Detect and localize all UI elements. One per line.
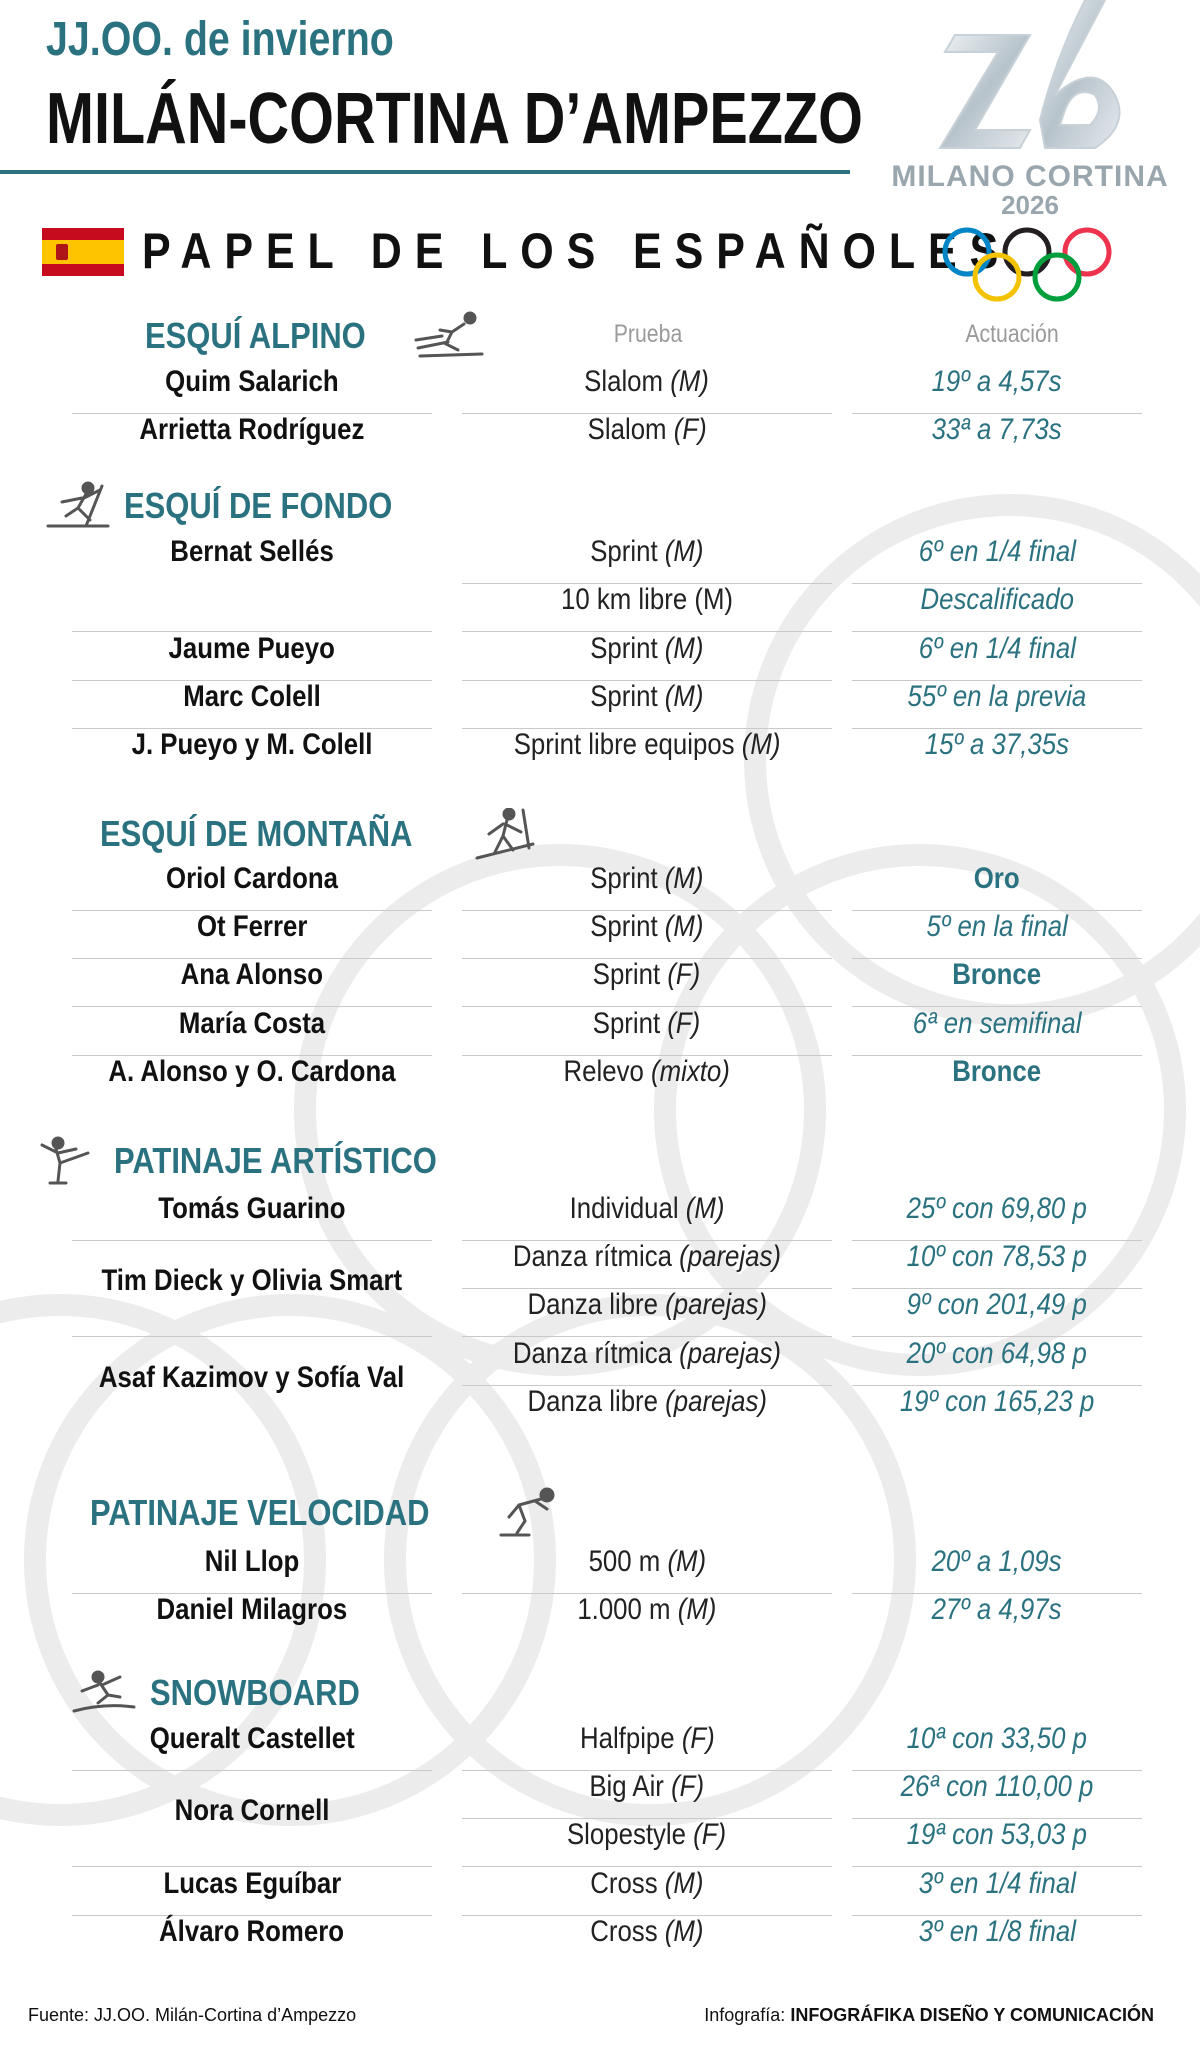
sport-heading [100, 808, 545, 860]
athlete-name: Queralt Castellet [149, 1722, 355, 1755]
sport-title: ESQUÍ ALPINO [145, 315, 366, 356]
event-name: Cross (M) [590, 1915, 704, 1948]
result-value: 6º en 1/4 final [918, 535, 1076, 568]
event-name: Sprint (M) [590, 680, 704, 713]
event-name: Halfpipe (F) [579, 1722, 715, 1755]
result-row [0, 1007, 1200, 1055]
athlete-name: Ot Ferrer [196, 910, 308, 943]
event-name: Cross (M) [590, 1867, 704, 1900]
result-row [0, 1337, 1200, 1394]
event-name: Danza rítmica (parejas) [512, 1337, 782, 1370]
athlete-name: María Costa [178, 1007, 326, 1040]
athlete-name: Quim Salarich [165, 365, 339, 398]
header-subtitle: JJ.OO. de invierno [46, 13, 394, 66]
athlete-name: Ana Alonso [180, 958, 324, 991]
event-name: Sprint (M) [590, 632, 704, 665]
cross-country-skier-icon [42, 480, 114, 532]
logo-year: 2026 [1001, 190, 1059, 220]
event-name: Danza rítmica (parejas) [512, 1240, 782, 1273]
sport-title: PATINAJE VELOCIDAD [90, 1492, 430, 1533]
event-name: Big Air (F) [589, 1770, 705, 1803]
result-value: 33ª a 7,73s [931, 413, 1063, 446]
result-value: 6ª en semifinal [912, 1007, 1082, 1040]
column-header-result: Actuación [965, 320, 1059, 348]
result-row [0, 1055, 1200, 1103]
result-row [0, 1915, 1200, 1963]
header-divider [0, 170, 850, 174]
athlete-name: J. Pueyo y M. Colell [131, 728, 373, 761]
event-name: Sprint (M) [590, 910, 704, 943]
athlete-name [72, 583, 432, 631]
result-value: 26ª con 110,00 p [900, 1770, 1094, 1803]
event-name: 1.000 m (M) [577, 1593, 717, 1626]
result-row [0, 1288, 1200, 1336]
event-name: 500 m (M) [588, 1545, 706, 1578]
athlete-name: Daniel Milagros [156, 1593, 348, 1626]
sport-heading [32, 1135, 489, 1187]
result-row [0, 583, 1200, 631]
result-value: 55º en la previa [907, 680, 1087, 713]
athlete-name [72, 1288, 432, 1336]
result-row [0, 1240, 1200, 1297]
logo-wordmark: MILANO CORTINA [891, 160, 1169, 193]
result-row [0, 535, 1200, 583]
athlete-name: Arrietta Rodríguez [139, 413, 365, 446]
result-row [0, 910, 1200, 958]
sport-heading [90, 1487, 567, 1539]
athlete-name [72, 1818, 432, 1866]
result-value: 15º a 37,35s [924, 728, 1070, 761]
result-row [0, 365, 1200, 413]
event-name: Sprint libre equipos (M) [513, 728, 781, 761]
event-name: Slalom (F) [587, 413, 707, 446]
medal-result: Bronce [952, 1055, 1042, 1088]
result-row [0, 1593, 1200, 1641]
athlete-name: A. Alonso y O. Cardona [108, 1055, 396, 1088]
spain-flag-icon [42, 228, 124, 276]
ski-mountaineer-icon [473, 808, 545, 860]
result-row [0, 413, 1200, 461]
result-value: 3º en 1/4 final [918, 1867, 1076, 1900]
result-row [0, 680, 1200, 728]
footer-source: Fuente: JJ.OO. Milán-Cortina d’Ampezzo [28, 2005, 357, 2025]
result-value: 19º a 4,57s [932, 365, 1062, 398]
sport-title: PATINAJE ARTÍSTICO [114, 1140, 437, 1181]
result-value: 20º con 64,98 p [906, 1337, 1088, 1370]
result-value: 19ª con 53,03 p [906, 1818, 1088, 1851]
athlete-name: Tim Dieck y Olivia Smart [101, 1264, 403, 1297]
event-name: Relevo (mixto) [563, 1055, 731, 1088]
event-name: Individual (M) [569, 1192, 725, 1225]
result-value: 5º en la final [926, 910, 1068, 943]
athlete-name: Marc Colell [183, 680, 321, 713]
event-name: Slopestyle (F) [567, 1818, 727, 1851]
result-value: 25º con 69,80 p [906, 1192, 1088, 1225]
athlete-name: Nil Llop [204, 1545, 300, 1578]
athlete-name: Tomás Guarino [158, 1192, 346, 1225]
sport-title: SNOWBOARD [150, 1672, 360, 1713]
athlete-name: Oriol Cardona [165, 862, 339, 895]
result-row [0, 1818, 1200, 1866]
sport-heading [68, 1667, 394, 1719]
event-name: Sprint (F) [593, 1007, 701, 1040]
result-row [0, 728, 1200, 776]
athlete-name: Asaf Kazimov y Sofía Val [99, 1361, 405, 1394]
result-row [0, 1722, 1200, 1770]
sport-heading [145, 310, 484, 362]
result-row [0, 1867, 1200, 1915]
result-value: 20º a 1,09s [932, 1545, 1062, 1578]
sport-heading [42, 480, 436, 532]
result-row [0, 1192, 1200, 1240]
result-row [0, 1385, 1200, 1433]
athlete-name: Lucas Eguíbar [163, 1867, 341, 1900]
athlete-name [72, 1385, 432, 1433]
result-row [0, 632, 1200, 680]
medal-result: Oro [974, 862, 1020, 895]
header-title: MILÁN-CORTINA D’AMPEZZO [46, 79, 863, 159]
result-row [0, 1770, 1200, 1827]
olympic-rings-icon [940, 225, 1115, 305]
footer-credit-label: Infografía: [704, 2005, 786, 2025]
result-row [0, 958, 1200, 1006]
section-title: PAPEL DE LOS ESPAÑOLES [142, 223, 1012, 279]
snowboarder-icon [68, 1667, 140, 1719]
result-value: 9º con 201,49 p [906, 1288, 1088, 1321]
footer-credit-name: INFOGRÁFIKA DISEÑO Y COMUNICACIÓN [790, 2005, 1154, 2025]
athlete-name: Bernat Sellés [170, 535, 334, 568]
event-name: Slalom (M) [584, 365, 710, 398]
figure-skater-icon [32, 1135, 104, 1187]
event-name: 10 km libre (M) [560, 583, 734, 616]
athlete-name: Nora Cornell [174, 1794, 330, 1827]
column-header-event: Prueba [613, 320, 683, 348]
event-name: Danza libre (parejas) [527, 1385, 767, 1418]
result-value: 10ª con 33,50 p [906, 1722, 1088, 1755]
result-value: 6º en 1/4 final [918, 632, 1076, 665]
result-row [0, 1545, 1200, 1593]
athlete-name: Jaume Pueyo [168, 632, 336, 665]
result-value: 19º con 165,23 p [899, 1385, 1095, 1418]
medal-result: Bronce [952, 958, 1042, 991]
event-name: Sprint (M) [590, 862, 704, 895]
sport-title: ESQUÍ DE FONDO [124, 485, 393, 526]
event-name: Sprint (M) [590, 535, 704, 568]
event-name: Danza libre (parejas) [527, 1288, 767, 1321]
result-value: 10º con 78,53 p [906, 1240, 1088, 1273]
speed-skater-icon [495, 1487, 567, 1539]
alpine-skier-icon [412, 310, 484, 362]
result-value: 3º en 1/8 final [918, 1915, 1076, 1948]
athlete-name: Álvaro Romero [159, 1915, 345, 1948]
footer-credit [704, 2005, 1154, 2026]
event-name: Sprint (F) [593, 958, 701, 991]
result-value: Descalificado [920, 583, 1074, 616]
result-value: 27º a 4,97s [932, 1593, 1062, 1626]
result-row [0, 862, 1200, 910]
sport-title: ESQUÍ DE MONTAÑA [100, 813, 413, 854]
